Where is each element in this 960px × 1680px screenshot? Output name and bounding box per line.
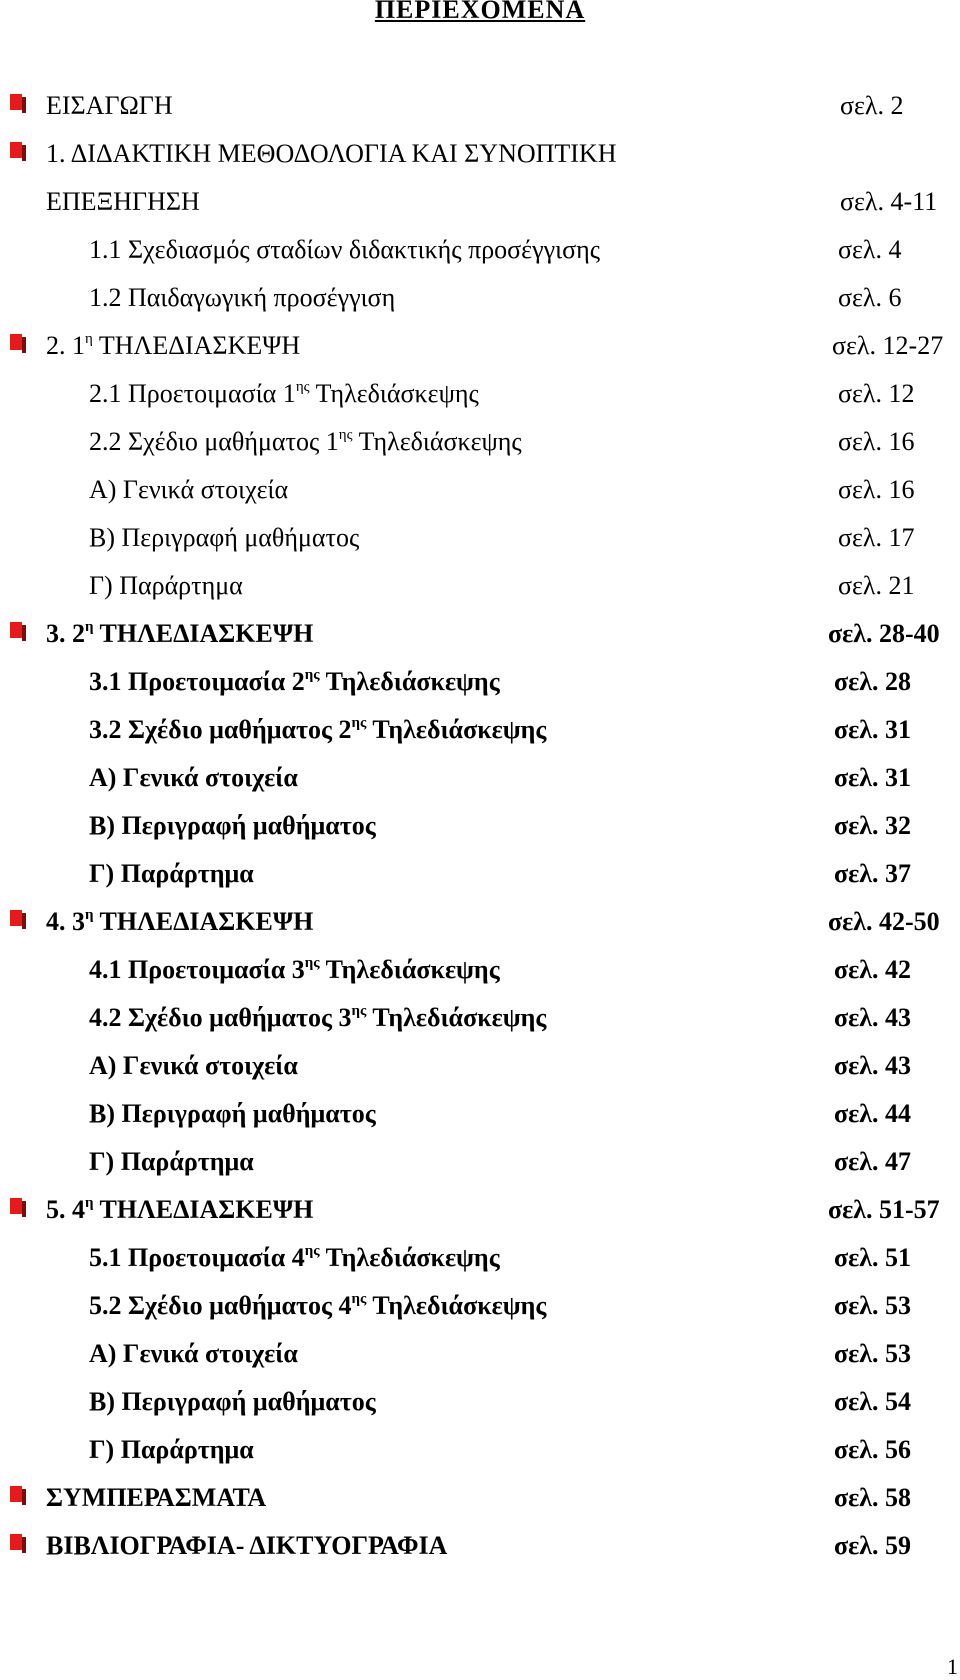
toc-entry[interactable] [0,130,960,178]
toc-entry-label: 1.2 Παιδαγωγική προσέγγιση [89,283,396,312]
toc-entry-label: ΒΙΒΛΙΟΓΡΑΦΙΑ- ΔΙΚΤΥΟΓΡΑΦΙΑ [46,1531,448,1560]
toc-entry[interactable] [0,1474,960,1522]
toc-entry-page: σελ. 44 [834,1099,912,1128]
toc-entry[interactable] [0,706,960,754]
bullet-icon [10,94,26,110]
toc-entry[interactable] [0,1426,960,1474]
ordinal-suffix: η [85,907,94,923]
toc-entry-label: 4.1 Προετοιμασία $3^{\eta\varsigma}$ Τηλεδιάσκεψης [89,955,500,984]
toc-entry[interactable] [0,82,960,130]
toc-entry[interactable] [0,850,960,898]
toc-entry-label: 1.1 Σχεδιασμός σταδίων διδακτικής προσέγγισης [89,235,600,264]
toc-entry-label: Β) Περιγραφή μαθήματος [89,811,376,840]
toc-entry-label: 5.1 Προετοιμασία $4^{\eta\varsigma}$ Τηλεδιάσκεψης [89,1243,500,1272]
ordinal-suffix: ης [295,379,310,395]
toc-entry[interactable] [0,802,960,850]
toc-entry-page: σελ. 16 [838,475,915,504]
toc-entry[interactable] [0,274,960,322]
toc-entry-page: σελ. 58 [834,1483,912,1512]
toc-entry-page: σελ. 43 [834,1051,912,1080]
toc-entry[interactable] [0,418,960,466]
toc-entry[interactable] [0,322,960,370]
toc-entry-page: σελ. 37 [834,859,912,888]
toc-entry-label: ΕΠΕΞΗΓΗΣΗ [46,187,200,216]
toc-entry[interactable] [0,370,960,418]
toc-entry-page: σελ. 6 [838,283,902,312]
toc-entry-label: 4. $3^\eta$ ΤΗΛΕΔΙΑΣΚΕΨΗ [46,907,314,936]
ordinal-suffix: η [85,1195,94,1211]
toc-entry[interactable] [0,994,960,1042]
toc-entry[interactable] [0,1378,960,1426]
table-of-contents [0,82,960,1570]
toc-entry[interactable] [0,1090,960,1138]
toc-entry[interactable] [0,1522,960,1570]
toc-entry[interactable] [0,1138,960,1186]
toc-entry-label: 2. $1^\eta$ ΤΗΛΕΔΙΑΣΚΕΨΗ [46,331,301,360]
toc-entry-label: Γ) Παράρτημα [89,571,243,600]
toc-entry-label: 3.2 Σχέδιο μαθήματος $2^{\eta\varsigma}$ Τηλεδιάσκεψης [89,715,547,744]
toc-entry[interactable] [0,1186,960,1234]
bullet-icon [10,1534,26,1550]
toc-entry-label: Α) Γενικά στοιχεία [89,1339,298,1368]
toc-entry-label: Β) Περιγραφή μαθήματος [89,1099,376,1128]
toc-entry-page: σελ. 31 [834,763,912,792]
toc-entry-page: σελ. 17 [838,523,915,552]
toc-entry[interactable] [0,1042,960,1090]
bullet-icon [10,1486,26,1502]
toc-entry-page: σελ. 28 [834,667,912,696]
toc-entry[interactable] [0,178,960,226]
toc-entry[interactable] [0,1282,960,1330]
toc-entry-label: Γ) Παράρτημα [89,1147,254,1176]
toc-entry-page: σελ. 47 [834,1147,912,1176]
toc-entry-page: σελ. 21 [838,571,915,600]
toc-entry-label: Γ) Παράρτημα [89,859,254,888]
toc-entry-label: Γ) Παράρτημα [89,1435,254,1464]
toc-entry-label: Β) Περιγραφή μαθήματος [89,523,360,552]
ordinal-suffix: ης [304,955,320,971]
toc-entry-label: ΣΥΜΠΕΡΑΣΜΑΤΑ [46,1483,267,1512]
ordinal-suffix: η [85,331,93,347]
toc-entry-page: σελ. 28-40 [828,619,940,648]
bullet-icon [10,622,26,638]
toc-entry-page: σελ. 16 [838,427,915,456]
toc-entry[interactable] [0,610,960,658]
toc-entry-page: σελ. 4 [838,235,902,264]
toc-entry-label: Α) Γενικά στοιχεία [89,475,289,504]
toc-entry-page: σελ. 51 [834,1243,912,1272]
toc-entry[interactable] [0,1330,960,1378]
toc-entry[interactable] [0,226,960,274]
ordinal-suffix: ης [338,427,353,443]
toc-entry-label: Α) Γενικά στοιχεία [89,1051,298,1080]
toc-entry-label: 3. $2^\eta$ ΤΗΛΕΔΙΑΣΚΕΨΗ [46,619,314,648]
ordinal-suffix: ης [304,667,320,683]
page-number: 1 [947,1654,958,1679]
bullet-icon [10,1198,26,1214]
toc-entry-label: 2.1 Προετοιμασία $1^{\eta\varsigma}$ Τηλεδιάσκεψης [89,379,479,408]
toc-entry-label: 2.2 Σχέδιο μαθήματος $1^{\eta\varsigma}$ Τηλεδιάσκεψης [89,427,522,456]
ordinal-suffix: ης [351,715,367,731]
toc-entry-label: 5.2 Σχέδιο μαθήματος $4^{\eta\varsigma}$ Τηλεδιάσκεψης [89,1291,547,1320]
bullet-icon [10,142,26,158]
toc-entry[interactable] [0,562,960,610]
toc-entry-page: σελ. 53 [834,1291,912,1320]
ordinal-suffix: ης [304,1243,320,1259]
toc-entry-page: σελ. 54 [834,1387,912,1416]
toc-entry-page: σελ. 43 [834,1003,912,1032]
toc-entry-page: σελ. 32 [834,811,912,840]
toc-entry[interactable] [0,754,960,802]
bullet-icon [10,910,26,926]
bullet-icon [10,334,26,350]
toc-entry-page: σελ. 12 [838,379,915,408]
toc-entry-page: σελ. 42-50 [828,907,940,936]
toc-entry-label: 3.1 Προετοιμασία $2^{\eta\varsigma}$ Τηλεδιάσκεψης [89,667,500,696]
toc-entry-label: 1. ΔΙΔΑΚΤΙΚΗ ΜΕΘΟΔΟΛΟΓΙΑ ΚΑΙ ΣΥΝΟΠΤΙΚΗ [46,139,617,168]
toc-entry-page: σελ. 12-27 [832,331,944,360]
toc-entry-label: Α) Γενικά στοιχεία [89,763,298,792]
ordinal-suffix: ης [351,1003,367,1019]
toc-entry[interactable] [0,514,960,562]
toc-entry-page: σελ. 42 [834,955,912,984]
ordinal-suffix: ης [351,1291,367,1307]
toc-entry-page: σελ. 2 [840,91,904,120]
toc-entry[interactable] [0,1234,960,1282]
ordinal-suffix: η [85,619,94,635]
toc-title: ΠΕΡΙΕΧΟΜΕΝΑ [374,0,586,24]
toc-entry[interactable] [0,898,960,946]
toc-entry-label: Β) Περιγραφή μαθήματος [89,1387,376,1416]
toc-entry-page: σελ. 51-57 [828,1195,940,1224]
toc-entry[interactable] [0,658,960,706]
toc-entry-label: 4.2 Σχέδιο μαθήματος $3^{\eta\varsigma}$ Τηλεδιάσκεψης [89,1003,547,1032]
toc-entry-page: σελ. 53 [834,1339,912,1368]
toc-entry-page: σελ. 4-11 [840,187,938,216]
toc-entry-page: σελ. 56 [834,1435,912,1464]
toc-entry[interactable] [0,946,960,994]
toc-entry-page: σελ. 31 [834,715,912,744]
toc-entry-label: 5. $4^\eta$ ΤΗΛΕΔΙΑΣΚΕΨΗ [46,1195,314,1224]
toc-entry[interactable] [0,466,960,514]
toc-entry-label: ΕΙΣΑΓΩΓΗ [46,91,173,120]
toc-entry-page: σελ. 59 [834,1531,912,1560]
